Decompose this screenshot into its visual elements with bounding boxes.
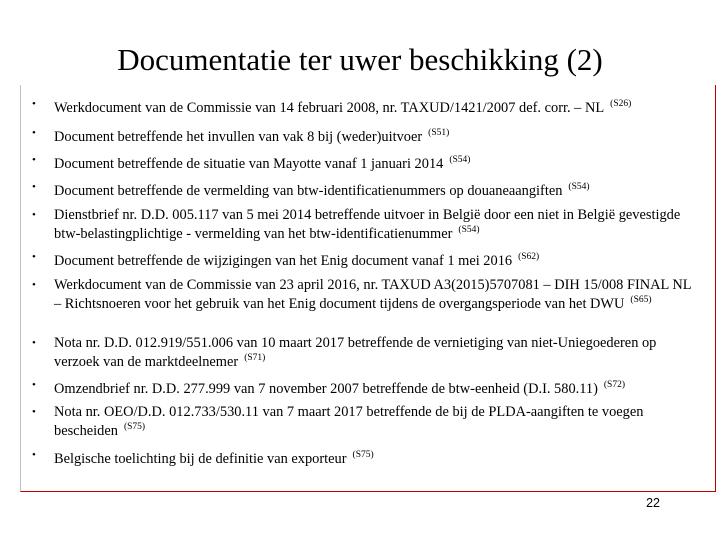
item-reference: (S54) bbox=[449, 155, 471, 165]
item-reference: (S75) bbox=[352, 450, 374, 460]
item-reference: (S51) bbox=[428, 128, 450, 138]
bullet: • bbox=[32, 127, 36, 139]
item-reference: (S26) bbox=[610, 99, 632, 109]
item-text: Nota nr. D.D. 012.919/551.006 van 10 maart 2017 betreffende de vernietiging van niet-Uniegoederen op verzoek van de marktdeelnemer bbox=[54, 335, 657, 370]
item-text: Document betreffende de vermelding van btw-identificatienummers op douaneaangiften bbox=[54, 183, 563, 199]
item-text: Document betreffende het invullen van vak 8 bij (weder)uitvoer bbox=[54, 129, 423, 145]
bullet: • bbox=[32, 98, 36, 110]
item-reference: (S54) bbox=[568, 182, 590, 192]
item-text: Belgische toelichting bij de definitie van exporteur bbox=[54, 451, 347, 467]
item-text: Document betreffende de wijzigingen van het Enig document vanaf 1 mei 2016 bbox=[54, 253, 513, 269]
bullet: • bbox=[32, 279, 36, 291]
bullet: • bbox=[32, 379, 36, 391]
item-reference: (S65) bbox=[630, 295, 652, 305]
bullet: • bbox=[32, 154, 36, 166]
item-text: Nota nr. OEO/D.D. 012.733/530.11 van 7 maart 2017 betreffende de bij de PLDA-aangiften te voegen bescheiden bbox=[54, 404, 644, 439]
page-title: Documentatie ter uwer beschikking (2) bbox=[117, 42, 603, 77]
item-reference: (S75) bbox=[123, 422, 146, 432]
page-number: 22 bbox=[646, 496, 660, 510]
bullet: • bbox=[32, 449, 36, 461]
item-reference: (S72) bbox=[603, 380, 626, 390]
item-text: Omzendbrief nr. D.D. 277.999 van 7 november 2007 betreffende de btw-eenheid (D.I. 580.11) bbox=[54, 381, 598, 397]
item-reference: (S71) bbox=[244, 353, 266, 363]
item-text: Dienstbrief nr. D.D. 005.117 van 5 mei 2014 betreffende uitvoer in België door een niet in België gevestigde btw-belastingplichtige - vermelding van het btw-identificatienummer bbox=[54, 207, 681, 242]
item-reference: (S62) bbox=[518, 252, 540, 262]
item-text: Werkdocument van de Commissie van 14 februari 2008, nr. TAXUD/1421/2007 def. corr. – NL bbox=[54, 100, 605, 116]
item-text: Document betreffende de situatie van Mayotte vanaf 1 januari 2014 bbox=[54, 156, 444, 172]
item-text: Werkdocument van de Commissie van 23 april 2016, nr. TAXUD A3(2015)5707081 – DIH 15/008 FINAL NL – Richtsnoeren voor het gebruik van het Enig document tijdens de overgangsperiode van het DWU bbox=[54, 277, 692, 312]
bullet: • bbox=[32, 337, 36, 349]
item-reference: (S54) bbox=[458, 225, 480, 235]
bullet: • bbox=[32, 406, 36, 418]
bullet: • bbox=[32, 209, 36, 221]
bullet: • bbox=[32, 181, 36, 193]
bullet: • bbox=[32, 251, 36, 263]
